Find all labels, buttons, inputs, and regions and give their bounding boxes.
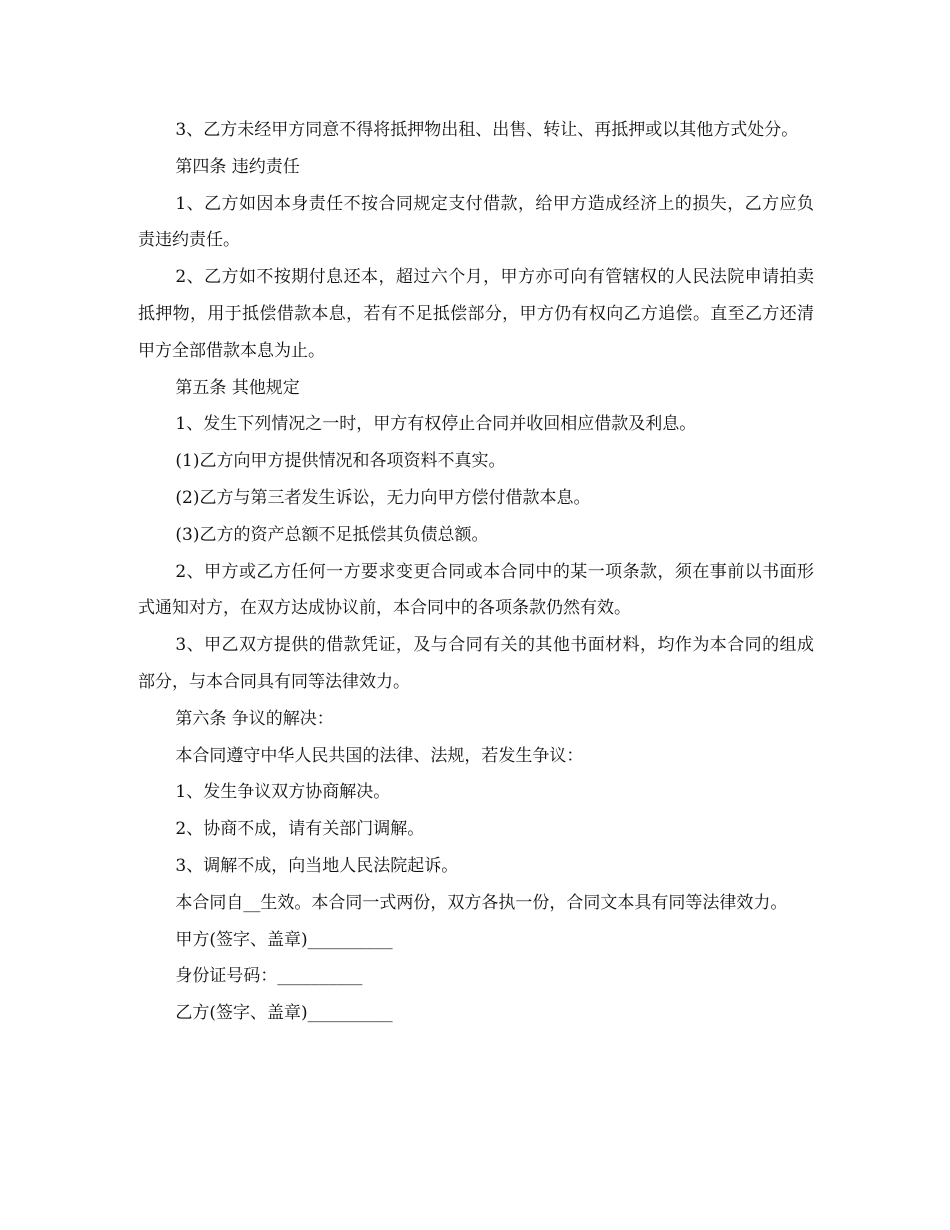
- party-a-signature-line: 甲方(签字、盖章)__________: [175, 929, 393, 950]
- article-5-item-2: (2)乙方与第三者发生诉讼，无力向甲方偿付借款本息。: [175, 487, 591, 508]
- article-4-clause-1: 1、乙方如因本身责任不按合同规定支付借款，给甲方造成经济上的损失，乙方应负责违约责任。: [138, 193, 814, 251]
- article-6-heading: 第六条 争议的解决：: [175, 708, 334, 729]
- article-5-clause-2: 2、甲方或乙方任何一方要求变更合同或本合同中的某一项条款，须在事前以书面形式通知对方，在双方达成协议前，本合同中的各项条款仍然有效。: [138, 561, 814, 619]
- effective-clause: 本合同自__生效。本合同一式两份，双方各执一份，合同文本具有同等法律效力。: [175, 892, 788, 913]
- article-6-intro: 本合同遵守中华人民共国的法律、法规，若发生争议：: [175, 745, 584, 766]
- article-6-clause-2: 2、协商不成，请有关部门调解。: [175, 819, 425, 840]
- party-b-signature-line: 乙方(签字、盖章)__________: [175, 1003, 393, 1024]
- article-5-heading: 第五条 其他规定: [175, 377, 300, 398]
- article-5-item-3: (3)乙方的资产总额不足抵偿其负债总额。: [175, 524, 489, 545]
- clause-3-no-dispose-collateral: 3、乙方未经甲方同意不得将抵押物出租、出售、转让、再抵押或以其他方式处分。: [175, 120, 799, 140]
- article-6-clause-1: 1、发生争议双方协商解决。: [175, 782, 391, 803]
- article-5-clause-1: 1、发生下列情况之一时，甲方有权停止合同并收回相应借款及利息。: [175, 414, 697, 435]
- article-6-clause-3: 3、调解不成，向当地人民法院起诉。: [175, 855, 459, 876]
- article-4-heading: 第四条 违约责任: [175, 156, 300, 177]
- document-body: [138, 112, 814, 1032]
- article-5-clause-3: 3、甲乙双方提供的借款凭证，及与合同有关的其他书面材料，均作为本合同的组成部分，与本合同具有同等法律效力。: [138, 635, 814, 692]
- article-5-item-1: (1)乙方向甲方提供情况和各项资料不真实。: [175, 451, 506, 472]
- article-4-clause-2: 2、乙方如不按期付息还本，超过六个月，甲方亦可向有管辖权的人民法院申请拍卖抵押物，用于抵偿借款本息，若有不足抵偿部分，甲方仍有权向乙方追偿。直至乙方还清甲方全部借款本息为止。: [138, 267, 814, 361]
- id-number-line: 身份证号码：__________: [175, 966, 363, 987]
